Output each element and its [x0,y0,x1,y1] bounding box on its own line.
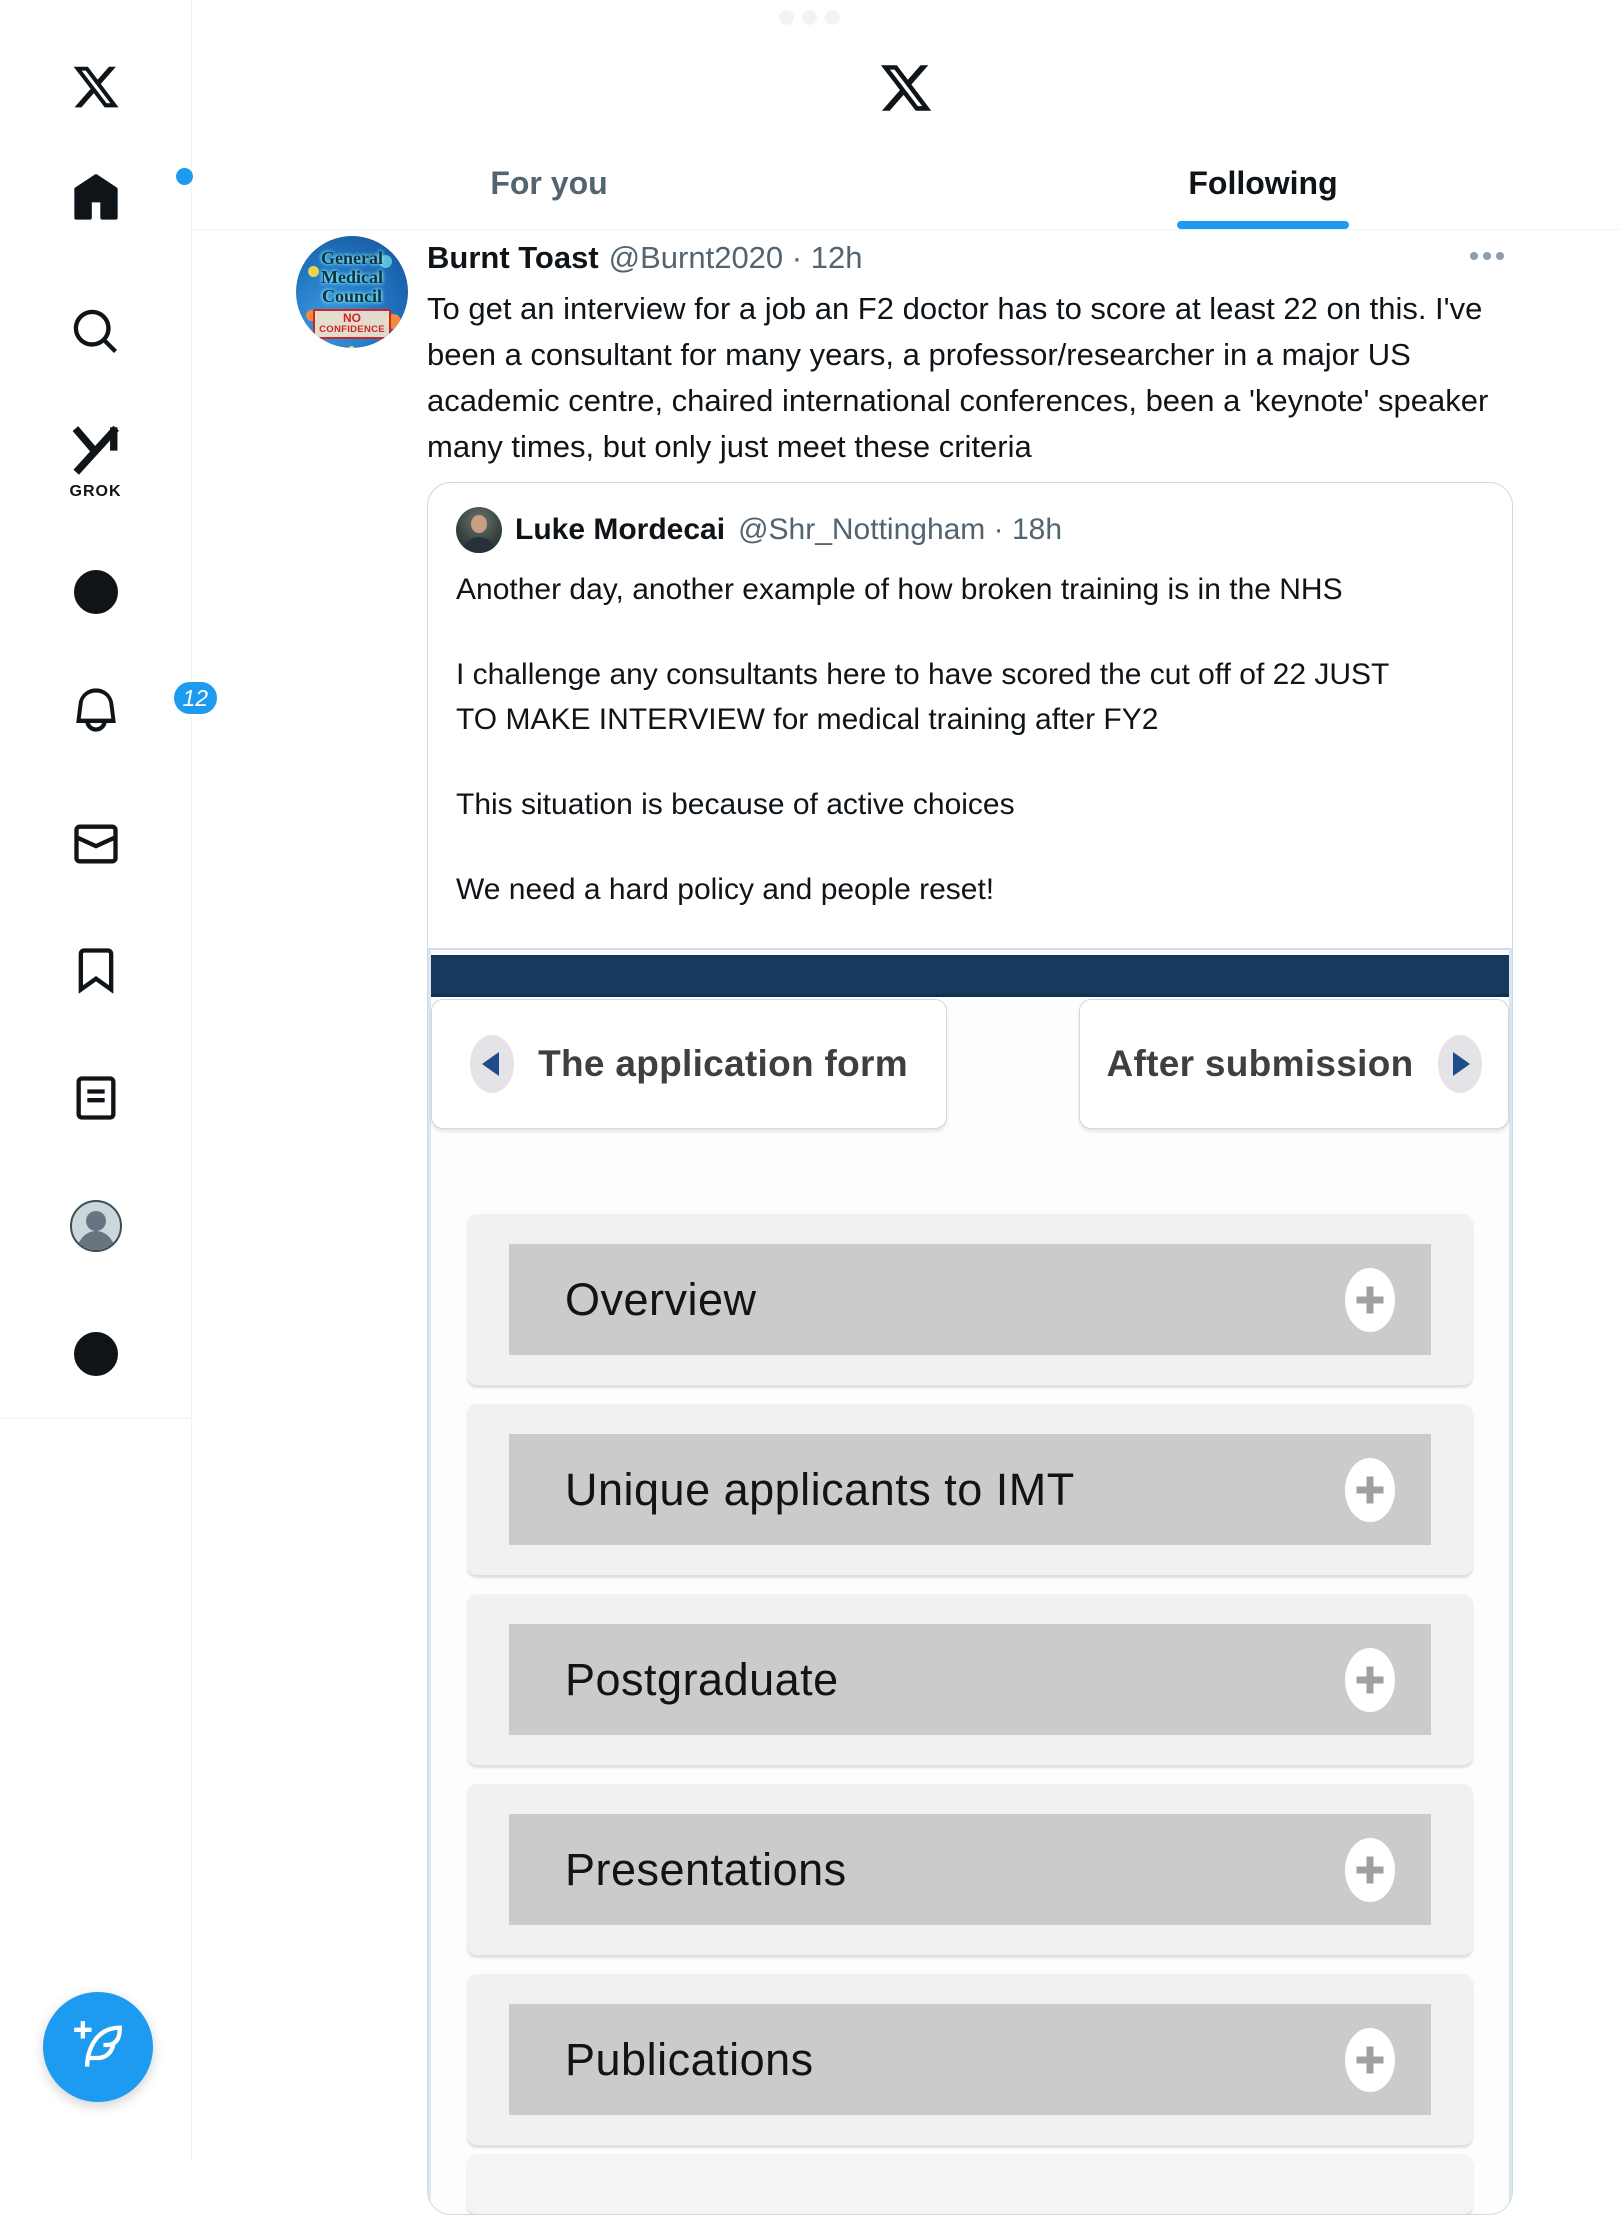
grok-icon [70,424,122,481]
accordion-item-partial [467,2154,1473,2214]
tweet-more-button[interactable] [1466,248,1508,264]
sidebar-divider [0,1418,191,1419]
quoted-tweet-card[interactable] [427,482,1513,2215]
quoted-tweet-header [456,507,1484,553]
tab-following-label: Following [1188,164,1338,201]
bell-icon [70,684,209,741]
tab-for-you[interactable] [192,137,906,229]
lists-icon [70,1072,122,1129]
timeline [192,0,1620,2215]
sidebar-item-bookmarks[interactable] [0,944,191,1001]
sidebar-item-more[interactable] [0,1328,191,1385]
tweet-text: To get an interview for a job an F2 doctor has to score at least 22 on this. I've been a consultant for many years, a professor/researcher in a major US academic centre, chaired international conferences, been a 'keynote' speaker many times, but only just meet these criteria [427,291,1489,464]
accordion-item-label: Postgraduate [565,1653,839,1705]
plus-icon [1345,1648,1395,1712]
sidebar-item-video[interactable] [0,566,191,623]
bookmark-icon [70,944,122,1001]
sidebar-item-grok[interactable] [0,424,191,501]
tab-for-you-label: For you [490,164,608,201]
envelope-icon [70,818,122,875]
accordion-item [467,1404,1473,1575]
search-icon [70,306,122,363]
notifications-badge: 12 [172,680,220,716]
home-notification-dot [176,168,193,185]
accordion-item [467,1974,1473,2145]
profile-avatar-icon [70,1200,122,1252]
quoted-author-name[interactable]: Luke Mordecai [515,513,726,546]
x-logo-icon [71,62,121,117]
quoted-author-avatar [456,507,502,553]
arrow-left-icon [470,1035,514,1093]
grok-label: GROK [69,483,122,500]
sidebar-item-messages[interactable] [0,818,191,875]
accordion-item [467,1784,1473,1955]
accordion-item-label: Presentations [565,1843,847,1895]
arrow-right-icon [1438,1035,1482,1093]
sidebar-item-profile[interactable] [0,1200,191,1252]
sidebar-item-explore[interactable] [0,306,191,363]
image-navy-header-bar [431,955,1509,997]
quoted-tweet-text: Another day, another example of how broken training is in the NHS I challenge any consultants here to have scored the cut off of 22 JUST TO MAKE INTERVIEW for medical training after FY2 This situation is because of active choices We need a hard policy and people reset! [456,573,1389,906]
more-circle-icon [70,1328,122,1385]
tweet-author-name[interactable]: Burnt Toast [427,240,599,275]
tweet-author-avatar[interactable] [296,236,408,348]
avatar-no-confidence-stamp: NO CONFIDENCE [313,309,391,339]
quoted-handle-time[interactable]: @Shr_Nottingham · 18h [738,513,1063,546]
tweet-header [427,238,1584,278]
accordion-item [467,1214,1473,1385]
sidebar-item-x-home[interactable] [0,62,191,117]
plus-icon [1345,1838,1395,1902]
image-tab-application-form [431,999,947,1129]
sidebar-item-lists[interactable] [0,1072,191,1129]
image-tab-row [431,999,1509,1129]
sidebar-item-home[interactable] [0,172,191,229]
tab-following[interactable] [906,137,1620,229]
image-tab-after-submission [1079,999,1509,1129]
accordion-item-label: Publications [565,2033,814,2085]
tweet-handle-time[interactable]: @Burnt2020 · 12h [608,240,863,275]
image-tab-application-form-label: The application form [538,1043,908,1084]
play-circle-icon [70,566,122,623]
feed-tabs [192,137,1620,229]
feed-header [192,0,1620,230]
plus-icon [1345,1458,1395,1522]
accordion-item-label: Unique applicants to IMT [565,1463,1075,1515]
accordion-item-label: Overview [565,1273,757,1325]
avatar-org-text: General Medical Council [321,248,383,306]
plus-icon [1345,2028,1395,2092]
x-logo[interactable] [878,60,934,121]
sidebar [0,0,209,2160]
multitasking-handle-icon[interactable] [779,10,840,25]
compose-icon [72,2019,124,2076]
active-tab-underline [1177,221,1349,229]
plus-icon [1345,1268,1395,1332]
tweet-image[interactable] [428,948,1512,2214]
compose-button[interactable] [43,1992,153,2102]
image-accordion [431,1129,1509,2214]
sidebar-item-notifications[interactable] [0,684,209,741]
image-tab-after-submission-label: After submission [1106,1043,1414,1084]
accordion-item [467,1594,1473,1765]
home-icon [70,172,122,229]
tweet [192,230,1620,2215]
